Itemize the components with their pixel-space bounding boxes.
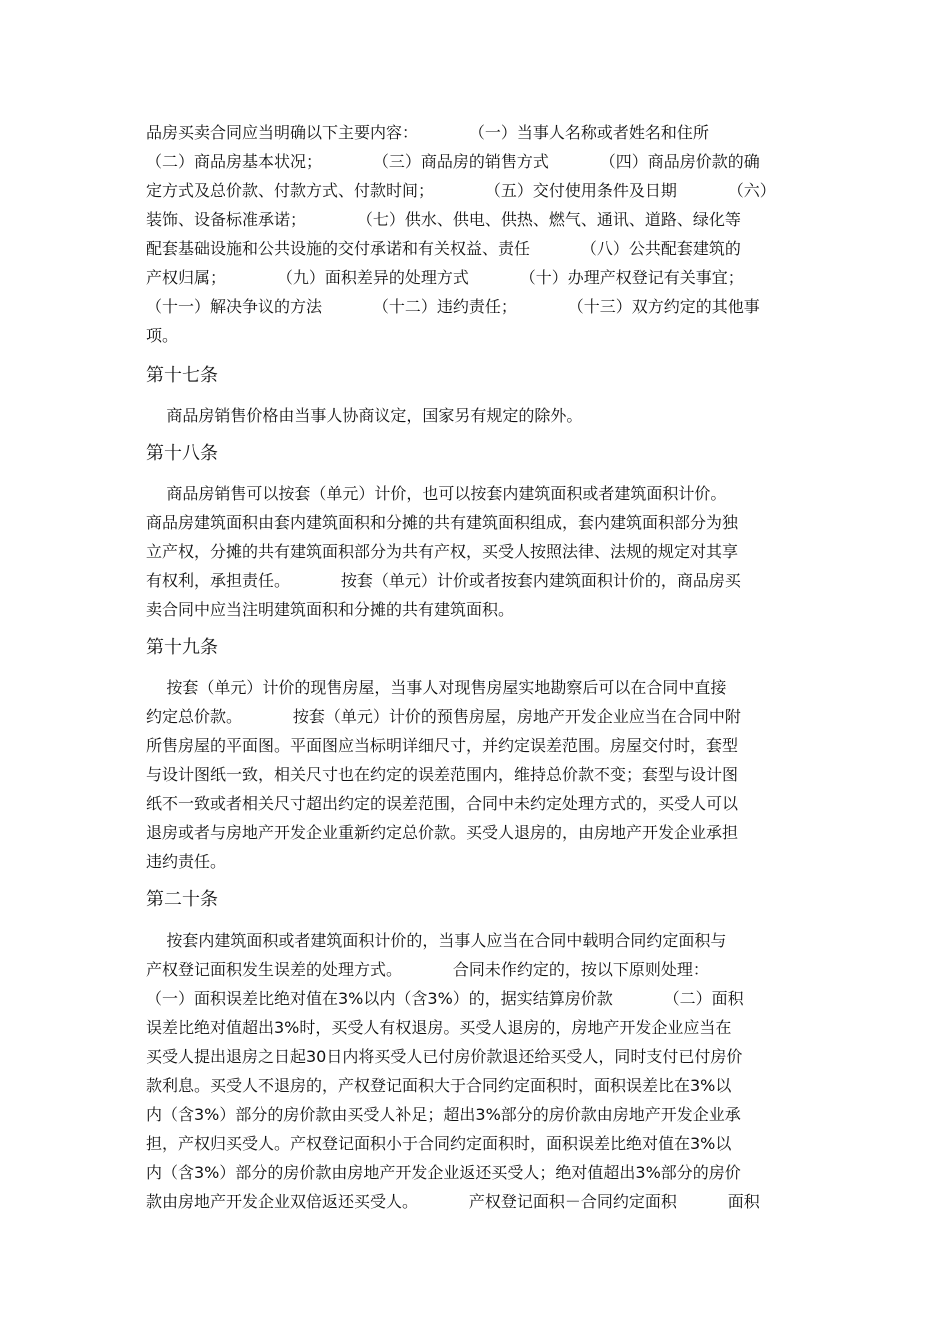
paragraph-line: 配套基础设施和公共设施的交付承诺和有关权益、责任 （八）公共配套建筑的 <box>146 239 741 258</box>
paragraph-line: 按套（单元）计价的现售房屋，当事人对现售房屋实地勘察后可以在合同中直接 <box>146 678 727 697</box>
paragraph-line: 定方式及总价款、付款方式、付款时间； （五）交付使用条件及日期 （六） <box>146 181 776 200</box>
paragraph-line: 卖合同中应当注明建筑面积和分摊的共有建筑面积。 <box>146 600 515 619</box>
paragraph-line: 产权登记面积发生误差的处理方式。 合同未作约定的，按以下原则处理： <box>146 960 709 979</box>
paragraph-line: 款由房地产开发企业双倍返还买受人。 产权登记面积－合同约定面积 面积 <box>146 1192 760 1211</box>
paragraph-line: （十一）解决争议的方法 （十二）违约责任； （十三）双方约定的其他事 <box>146 297 760 316</box>
paragraph-line: 买受人提出退房之日起30日内将买受人已付房价款退还给买受人，同时支付已付房价 <box>146 1047 743 1066</box>
article-20-heading: 第二十条 <box>146 889 218 910</box>
paragraph-line: 商品房建筑面积由套内建筑面积和分摊的共有建筑面积组成，套内建筑面积部分为独 <box>146 513 739 532</box>
paragraph-line: 与设计图纸一致，相关尺寸也在约定的误差范围内，维持总价款不变；套型与设计图 <box>146 765 739 784</box>
paragraph-line: 内（含3%）部分的房价款由房地产开发企业返还买受人；绝对值超出3%部分的房价 <box>146 1163 741 1182</box>
paragraph-line: 项。 <box>146 326 179 345</box>
paragraph-line: 款利息。买受人不退房的，产权登记面积大于合同约定面积时，面积误差比在3%以 <box>146 1076 732 1095</box>
paragraph-line: 内（含3%）部分的房价款由买受人补足；超出3%部分的房价款由房地产开发企业承 <box>146 1105 741 1124</box>
article-18-heading: 第十八条 <box>146 443 218 464</box>
paragraph-line: 违约责任。 <box>146 852 227 871</box>
paragraph-line: 商品房销售价格由当事人协商议定，国家另有规定的除外。 <box>146 406 583 425</box>
paragraph-line: （二）商品房基本状况； （三）商品房的销售方式 （四）商品房价款的确 <box>146 152 760 171</box>
paragraph-line: 退房或者与房地产开发企业重新约定总价款。买受人退房的，由房地产开发企业承担 <box>146 823 739 842</box>
paragraph-line: 所售房屋的平面图。平面图应当标明详细尺寸，并约定误差范围。房屋交付时，套型 <box>146 736 739 755</box>
paragraph-line: 立产权，分摊的共有建筑面积部分为共有产权，买受人按照法律、法规的规定对其享 <box>146 542 739 561</box>
paragraph-line: 产权归属； （九）面积差异的处理方式 （十）办理产权登记有关事宜； <box>146 268 744 287</box>
paragraph-line: 按套内建筑面积或者建筑面积计价的，当事人应当在合同中载明合同约定面积与 <box>146 931 727 950</box>
article-19-heading: 第十九条 <box>146 637 218 658</box>
paragraph-line: 纸不一致或者相关尺寸超出约定的误差范围，合同中未约定处理方式的，买受人可以 <box>146 794 739 813</box>
paragraph-line: （一）面积误差比绝对值在3%以内（含3%）的，据实结算房价款 （二）面积 <box>146 989 744 1008</box>
paragraph-line: 担，产权归买受人。产权登记面积小于合同约定面积时，面积误差比绝对值在3%以 <box>146 1134 732 1153</box>
paragraph-line: 有权利，承担责任。 按套（单元）计价或者按套内建筑面积计价的，商品房买 <box>146 571 741 590</box>
article-17-heading: 第十七条 <box>146 365 218 386</box>
paragraph-line: 商品房销售可以按套（单元）计价，也可以按套内建筑面积或者建筑面积计价。 <box>146 484 727 503</box>
paragraph-line: 品房买卖合同应当明确以下主要内容： （一）当事人名称或者姓名和住所 <box>146 123 709 142</box>
paragraph-line: 误差比绝对值超出3%时，买受人有权退房。买受人退房的，房地产开发企业应当在 <box>146 1018 732 1037</box>
paragraph-line: 约定总价款。 按套（单元）计价的预售房屋，房地产开发企业应当在合同中附 <box>146 707 741 726</box>
paragraph-line: 装饰、设备标准承诺； （七）供水、供电、供热、燃气、通讯、道路、绿化等 <box>146 210 741 229</box>
